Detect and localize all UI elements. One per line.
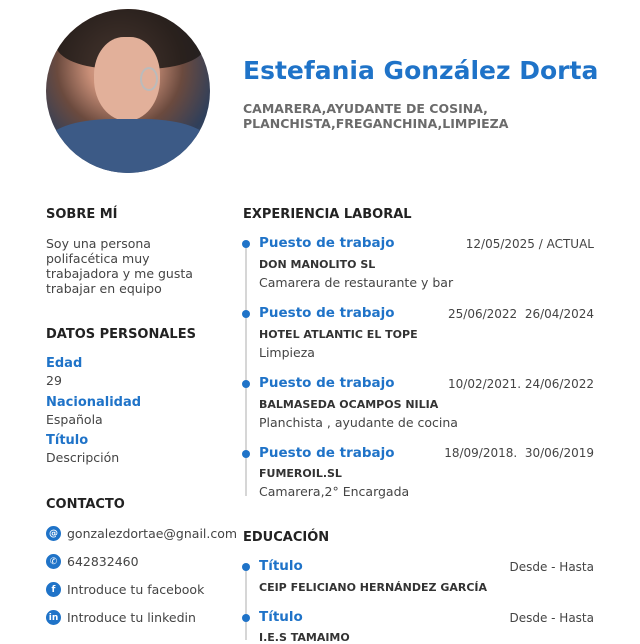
about-heading: SOBRE MÍ [46, 207, 118, 222]
education-timeline [245, 569, 247, 640]
edu-1-dot [242, 563, 250, 571]
education-heading: EDUCACIÓN [243, 530, 330, 545]
job-1-dates: 12/05/2025 / ACTUAL [465, 237, 594, 251]
contact-heading: CONTACTO [46, 497, 125, 512]
contact-linkedin-text: Introduce tu linkedin [67, 610, 196, 625]
candidate-roles: CAMARERA,AYUDANTE DE COSINA, PLANCHISTA,FREGANCHINA,LIMPIEZA [243, 101, 509, 131]
email-icon: @ [46, 526, 61, 541]
profile-photo [46, 9, 210, 173]
linkedin-icon: in [46, 610, 61, 625]
candidate-name: Estefania González Dorta [243, 56, 599, 85]
job-2-desc: Limpieza [259, 345, 315, 360]
degree-label: Título [46, 433, 89, 448]
photo-jacket [46, 119, 210, 173]
experience-timeline [245, 246, 247, 496]
contact-phone-text: 642832460 [67, 554, 139, 569]
phone-icon: ✆ [46, 554, 61, 569]
job-3-desc: Planchista , ayudante de cocina [259, 415, 458, 430]
contact-email-text: gonzalezdortae@gnail.com [67, 526, 238, 541]
job-2-title: Puesto de trabajo [259, 305, 395, 321]
edu-2-title: Título [259, 609, 303, 625]
edu-2-dot [242, 614, 250, 622]
edu-2-school: I.E.S TAMAIMO [259, 631, 350, 644]
job-1-title: Puesto de trabajo [259, 235, 395, 251]
job-1-company: DON MANOLITO SL [259, 258, 376, 271]
job-2-dot [242, 310, 250, 318]
contact-phone[interactable] [46, 554, 139, 569]
nationality-value: Española [46, 412, 103, 427]
job-3-dates: 10/02/2021. 24/06/2022 [448, 377, 594, 391]
nationality-label: Nacionalidad [46, 395, 142, 410]
age-value: 29 [46, 373, 62, 388]
degree-value: Descripción [46, 450, 120, 465]
job-1-desc: Camarera de restaurante y bar [259, 275, 454, 290]
edu-1-dates: Desde - Hasta [509, 560, 594, 574]
experience-heading: EXPERIENCIA LABORAL [243, 207, 412, 222]
job-2-dates: 25/06/2022 26/04/2024 [448, 307, 594, 321]
edu-1-school: CEIP FELICIANO HERNÁNDEZ GARCÍA [259, 581, 488, 594]
photo-earring [140, 67, 158, 91]
job-4-desc: Camarera,2° Encargada [259, 484, 410, 499]
job-4-dot [242, 450, 250, 458]
job-4-dates: 18/09/2018. 30/06/2019 [444, 446, 594, 460]
contact-email[interactable] [46, 526, 237, 541]
contact-facebook-text: Introduce tu facebook [67, 582, 205, 597]
job-3-dot [242, 380, 250, 388]
contact-facebook[interactable] [46, 582, 204, 597]
job-2-company: HOTEL ATLANTIC EL TOPE [259, 328, 418, 341]
job-3-title: Puesto de trabajo [259, 375, 395, 391]
about-text: Soy una persona polifacética muy trabajadora y me gusta trabajar en equipo [46, 236, 193, 296]
job-3-company: BALMASEDA OCAMPOS NILIA [259, 398, 439, 411]
facebook-icon: f [46, 582, 61, 597]
edu-1-title: Título [259, 558, 303, 574]
personal-heading: DATOS PERSONALES [46, 327, 196, 342]
age-label: Edad [46, 356, 83, 371]
job-4-company: FUMEROIL.SL [259, 467, 342, 480]
job-1-dot [242, 240, 250, 248]
edu-2-dates: Desde - Hasta [509, 611, 594, 625]
job-4-title: Puesto de trabajo [259, 445, 395, 461]
contact-linkedin[interactable] [46, 610, 196, 625]
